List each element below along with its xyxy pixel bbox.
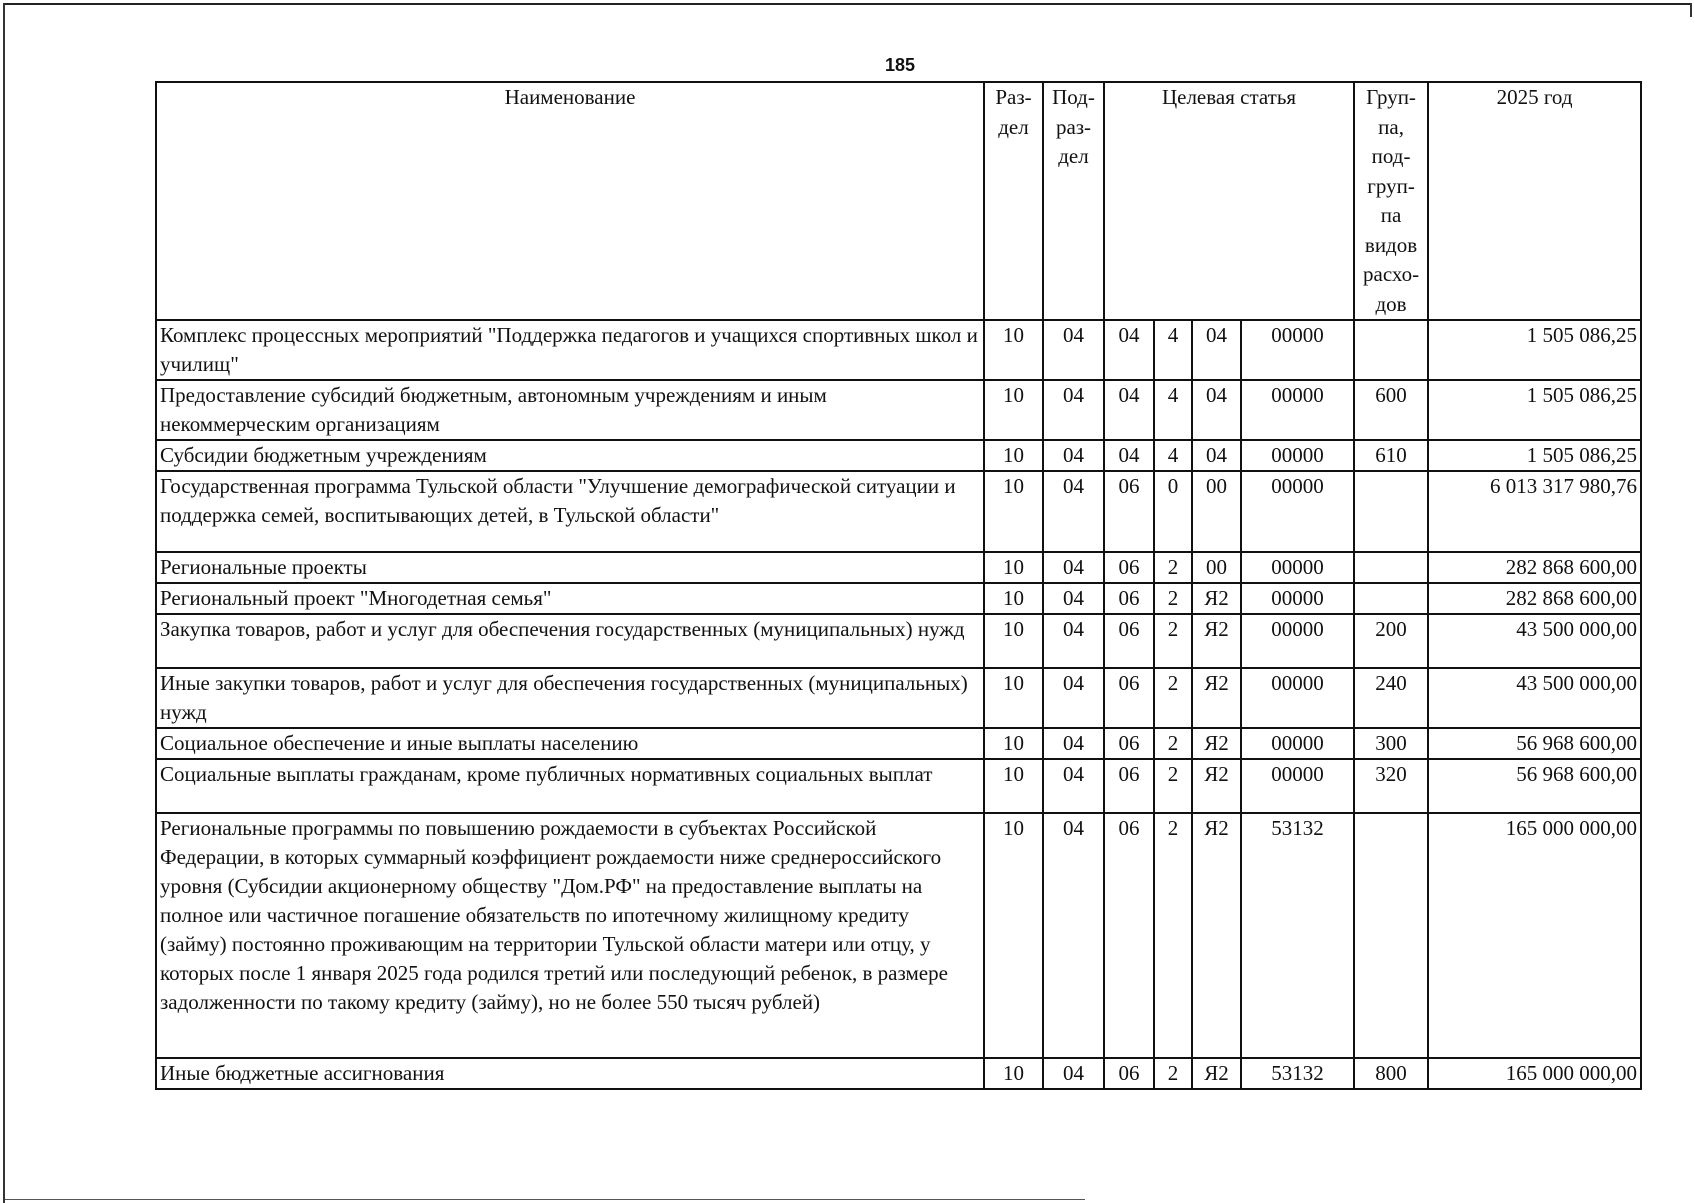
header-podrazdel: Под- раз- дел — [1043, 82, 1104, 320]
row-name: Иные закупки товаров, работ и услуг для обеспечения государственных (муниципальных) нужд — [156, 668, 984, 728]
row-podrazdel: 04 — [1043, 440, 1104, 471]
row-target-program: 06 — [1104, 728, 1154, 759]
table-row — [156, 728, 1641, 759]
row-target-direction: 00000 — [1241, 668, 1354, 728]
row-name: Закупка товаров, работ и услуг для обеспечения государственных (муниципальных) нужд — [156, 614, 984, 668]
row-target-item: 04 — [1192, 380, 1241, 440]
row-group — [1354, 813, 1428, 1058]
header-razdel: Раз- дел — [984, 82, 1043, 320]
row-podrazdel: 04 — [1043, 759, 1104, 813]
row-podrazdel: 04 — [1043, 471, 1104, 552]
row-group: 240 — [1354, 668, 1428, 728]
row-target-item: 00 — [1192, 552, 1241, 583]
budget-table — [155, 81, 1642, 1090]
header-target-article: Целевая статья — [1104, 82, 1354, 320]
row-target-program: 06 — [1104, 614, 1154, 668]
row-target-type: 4 — [1154, 440, 1192, 471]
row-name: Субсидии бюджетным учреждениям — [156, 440, 984, 471]
row-razdel: 10 — [984, 320, 1043, 380]
row-target-direction: 00000 — [1241, 471, 1354, 552]
row-razdel: 10 — [984, 471, 1043, 552]
row-razdel: 10 — [984, 440, 1043, 471]
row-amount: 165 000 000,00 — [1428, 813, 1641, 1058]
row-target-direction: 00000 — [1241, 440, 1354, 471]
row-amount: 43 500 000,00 — [1428, 614, 1641, 668]
row-target-item: Я2 — [1192, 668, 1241, 728]
row-razdel: 10 — [984, 728, 1043, 759]
row-name: Социальные выплаты гражданам, кроме публичных нормативных социальных выплат — [156, 759, 984, 813]
header-year: 2025 год — [1428, 82, 1641, 320]
row-target-program: 06 — [1104, 759, 1154, 813]
row-amount: 6 013 317 980,76 — [1428, 471, 1641, 552]
row-target-type: 2 — [1154, 614, 1192, 668]
table-row — [156, 380, 1641, 440]
row-target-program: 04 — [1104, 380, 1154, 440]
row-podrazdel: 04 — [1043, 1058, 1104, 1089]
row-target-type: 0 — [1154, 471, 1192, 552]
row-target-direction: 00000 — [1241, 728, 1354, 759]
row-amount: 282 868 600,00 — [1428, 552, 1641, 583]
row-name: Региональный проект "Многодетная семья" — [156, 583, 984, 614]
table-row — [156, 583, 1641, 614]
row-target-type: 2 — [1154, 759, 1192, 813]
row-target-item: 00 — [1192, 471, 1241, 552]
row-target-item: 04 — [1192, 440, 1241, 471]
row-target-item: Я2 — [1192, 728, 1241, 759]
row-target-direction: 00000 — [1241, 614, 1354, 668]
page-border-top — [3, 3, 1691, 5]
table-body — [156, 320, 1641, 1089]
row-target-program: 06 — [1104, 1058, 1154, 1089]
row-razdel: 10 — [984, 668, 1043, 728]
row-target-program: 06 — [1104, 583, 1154, 614]
table-header-row — [156, 82, 1641, 320]
row-target-direction: 00000 — [1241, 552, 1354, 583]
header-group: Груп- па, под- груп- па видов расхо- дов — [1354, 82, 1428, 320]
row-razdel: 10 — [984, 552, 1043, 583]
row-group: 610 — [1354, 440, 1428, 471]
table-row — [156, 471, 1641, 552]
row-podrazdel: 04 — [1043, 728, 1104, 759]
row-target-item: Я2 — [1192, 583, 1241, 614]
row-group: 320 — [1354, 759, 1428, 813]
table-row — [156, 759, 1641, 813]
row-group — [1354, 583, 1428, 614]
row-razdel: 10 — [984, 583, 1043, 614]
row-razdel: 10 — [984, 614, 1043, 668]
row-podrazdel: 04 — [1043, 668, 1104, 728]
row-target-type: 4 — [1154, 320, 1192, 380]
row-amount: 1 505 086,25 — [1428, 440, 1641, 471]
row-target-program: 06 — [1104, 471, 1154, 552]
row-name: Комплекс процессных мероприятий "Поддержка педагогов и учащихся спортивных школ и училищ" — [156, 320, 984, 380]
row-amount: 43 500 000,00 — [1428, 668, 1641, 728]
table-row — [156, 440, 1641, 471]
table-row — [156, 552, 1641, 583]
row-amount: 282 868 600,00 — [1428, 583, 1641, 614]
row-target-program: 06 — [1104, 552, 1154, 583]
row-podrazdel: 04 — [1043, 813, 1104, 1058]
row-target-program: 04 — [1104, 320, 1154, 380]
row-target-direction: 00000 — [1241, 380, 1354, 440]
row-target-program: 06 — [1104, 813, 1154, 1058]
row-group: 300 — [1354, 728, 1428, 759]
row-name: Государственная программа Тульской области "Улучшение демографической ситуации и поддержка семей, воспитывающих детей, в Тульской области" — [156, 471, 984, 552]
row-group — [1354, 320, 1428, 380]
row-razdel: 10 — [984, 759, 1043, 813]
page-border-right — [1690, 3, 1692, 17]
row-amount: 56 968 600,00 — [1428, 759, 1641, 813]
row-target-item: Я2 — [1192, 614, 1241, 668]
row-podrazdel: 04 — [1043, 583, 1104, 614]
row-amount: 165 000 000,00 — [1428, 1058, 1641, 1089]
row-group: 600 — [1354, 380, 1428, 440]
row-target-item: Я2 — [1192, 759, 1241, 813]
row-target-direction: 00000 — [1241, 320, 1354, 380]
row-target-type: 2 — [1154, 813, 1192, 1058]
row-group — [1354, 471, 1428, 552]
row-target-item: Я2 — [1192, 1058, 1241, 1089]
row-target-program: 04 — [1104, 440, 1154, 471]
row-target-type: 2 — [1154, 552, 1192, 583]
row-podrazdel: 04 — [1043, 552, 1104, 583]
row-target-item: 04 — [1192, 320, 1241, 380]
row-amount: 56 968 600,00 — [1428, 728, 1641, 759]
row-target-direction: 00000 — [1241, 583, 1354, 614]
page-border-left — [3, 3, 5, 1203]
row-target-direction: 00000 — [1241, 759, 1354, 813]
row-group — [1354, 552, 1428, 583]
row-name: Иные бюджетные ассигнования — [156, 1058, 984, 1089]
row-name: Предоставление субсидий бюджетным, автономным учреждениям и иным некоммерческим организациям — [156, 380, 984, 440]
header-name: Наименование — [156, 82, 984, 320]
row-amount: 1 505 086,25 — [1428, 380, 1641, 440]
row-target-type: 2 — [1154, 1058, 1192, 1089]
row-amount: 1 505 086,25 — [1428, 320, 1641, 380]
row-name: Социальное обеспечение и иные выплаты населению — [156, 728, 984, 759]
row-podrazdel: 04 — [1043, 320, 1104, 380]
page-number: 185 — [884, 55, 916, 75]
table-row — [156, 813, 1641, 1058]
table-row — [156, 614, 1641, 668]
row-group: 200 — [1354, 614, 1428, 668]
row-group: 800 — [1354, 1058, 1428, 1089]
table-row — [156, 320, 1641, 380]
row-target-direction: 53132 — [1241, 1058, 1354, 1089]
row-target-type: 2 — [1154, 583, 1192, 614]
row-razdel: 10 — [984, 380, 1043, 440]
row-name: Региональные проекты — [156, 552, 984, 583]
row-podrazdel: 04 — [1043, 380, 1104, 440]
row-razdel: 10 — [984, 813, 1043, 1058]
row-target-type: 4 — [1154, 380, 1192, 440]
table-row — [156, 1058, 1641, 1089]
row-target-direction: 53132 — [1241, 813, 1354, 1058]
row-target-type: 2 — [1154, 668, 1192, 728]
row-target-type: 2 — [1154, 728, 1192, 759]
table-row — [156, 668, 1641, 728]
row-target-item: Я2 — [1192, 813, 1241, 1058]
row-name: Региональные программы по повышению рождаемости в субъектах Российской Федерации, в которых суммарный коэффициент рождаемости ниже среднероссийского уровня (Субсидии акционерному обществу "Дом.РФ" на предоставление выплаты на полное или частичное погашение обязательств по ипотечному жилищному кредиту (займу) постоянно проживающим на территории Тульской области матери или отцу, у которых после 1 января 2025 года родился третий или последующий ребенок, в размере задолженности по такому кредиту (займу), но не более 550 тысяч рублей) — [156, 813, 984, 1058]
row-podrazdel: 04 — [1043, 614, 1104, 668]
row-razdel: 10 — [984, 1058, 1043, 1089]
row-target-program: 06 — [1104, 668, 1154, 728]
